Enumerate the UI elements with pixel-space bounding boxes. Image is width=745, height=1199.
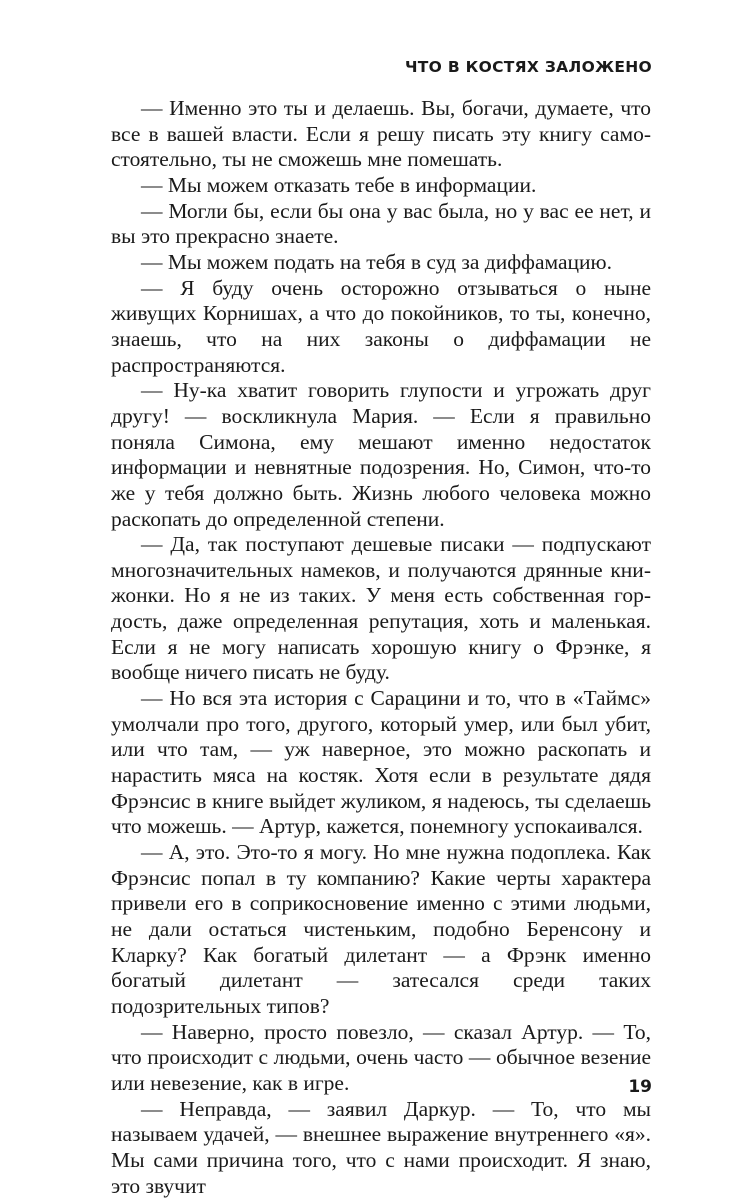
paragraph: — Неправда, — заявил Даркур. — То, что мы называем удачей, — внешнее выражение внутреннего «я». Мы сами причина того, что с нами происходит. Я знаю, это звучит bbox=[111, 1096, 651, 1198]
paragraph: — А, это. Это-то я могу. Но мне нужна подоплека. Как Фрэнсис попал в ту компанию? Какие черты характера привели его в соприкосновение именно с этими людьми, не дали остаться чистеньким, подобно Беренсону и Кларку? Как богатый дилетант — а Фрэнк именно богатый дилетант — затесался среди таких подозрительных типов? bbox=[111, 840, 651, 1018]
book-text-body bbox=[111, 96, 651, 1199]
paragraph: — Могли бы, если бы она у вас была, но у вас ее нет, и вы это прекрасно знаете. bbox=[111, 198, 651, 249]
paragraph: — Мы можем отказать тебе в информации. bbox=[141, 172, 537, 197]
paragraph: — Именно это ты и делаешь. Вы, богачи, думаете, что все в вашей власти. Если я решу писать эту книгу самостоятельно, ты не сможешь мне помешать. bbox=[111, 96, 651, 172]
paragraph: — Я буду очень осторожно отзываться о ныне живущих Корнишах, а что до покойников, то ты, конечно, знаешь, что на них законы о диффамации не распространяются. bbox=[111, 275, 651, 377]
page-number: 19 bbox=[628, 1077, 652, 1097]
paragraph: — Мы можем подать на тебя в суд за диффамацию. bbox=[141, 249, 612, 274]
paragraph: — Да, так поступают дешевые писаки — подпускают многозначительных намеков, и получаются дрянные книжонки. Но я не из таких. У меня есть собственная гордость, даже определенная репутация, хоть и маленькая. Если я не могу написать хорошую книгу о Фрэнке, я вообще ничего писать не буду. bbox=[111, 532, 651, 685]
running-title: ЧТО В КОСТЯХ ЗАЛОЖЕНО bbox=[404, 58, 652, 76]
paragraph: — Наверно, просто повезло, — сказал Артур. — То, что происходит с людьми, очень часто — обычное везение или невезение, как в игре. bbox=[111, 1019, 651, 1095]
paragraph: — Ну-ка хватит говорить глупости и угрожать друг другу! — воскликнула Мария. — Если я правильно поняла Симона, ему мешают именно недостаток информации и невнятные подозрения. Но, Симон, что-то же у тебя должно быть. Жизнь любого человека можно раскопать до определенной степени. bbox=[111, 378, 651, 531]
paragraph: — Но вся эта история с Сарацини и то, что в «Таймс» умолчали про того, другого, который умер, или был убит, или что там, — уж наверное, это можно раскопать и нарастить мяса на костяк. Хотя если в результате дядя Фрэнсис в книге выйдет жуликом, я надеюсь, ты сделаешь что можешь. — Артур, кажется, понемногу успокаивался. bbox=[111, 686, 651, 839]
